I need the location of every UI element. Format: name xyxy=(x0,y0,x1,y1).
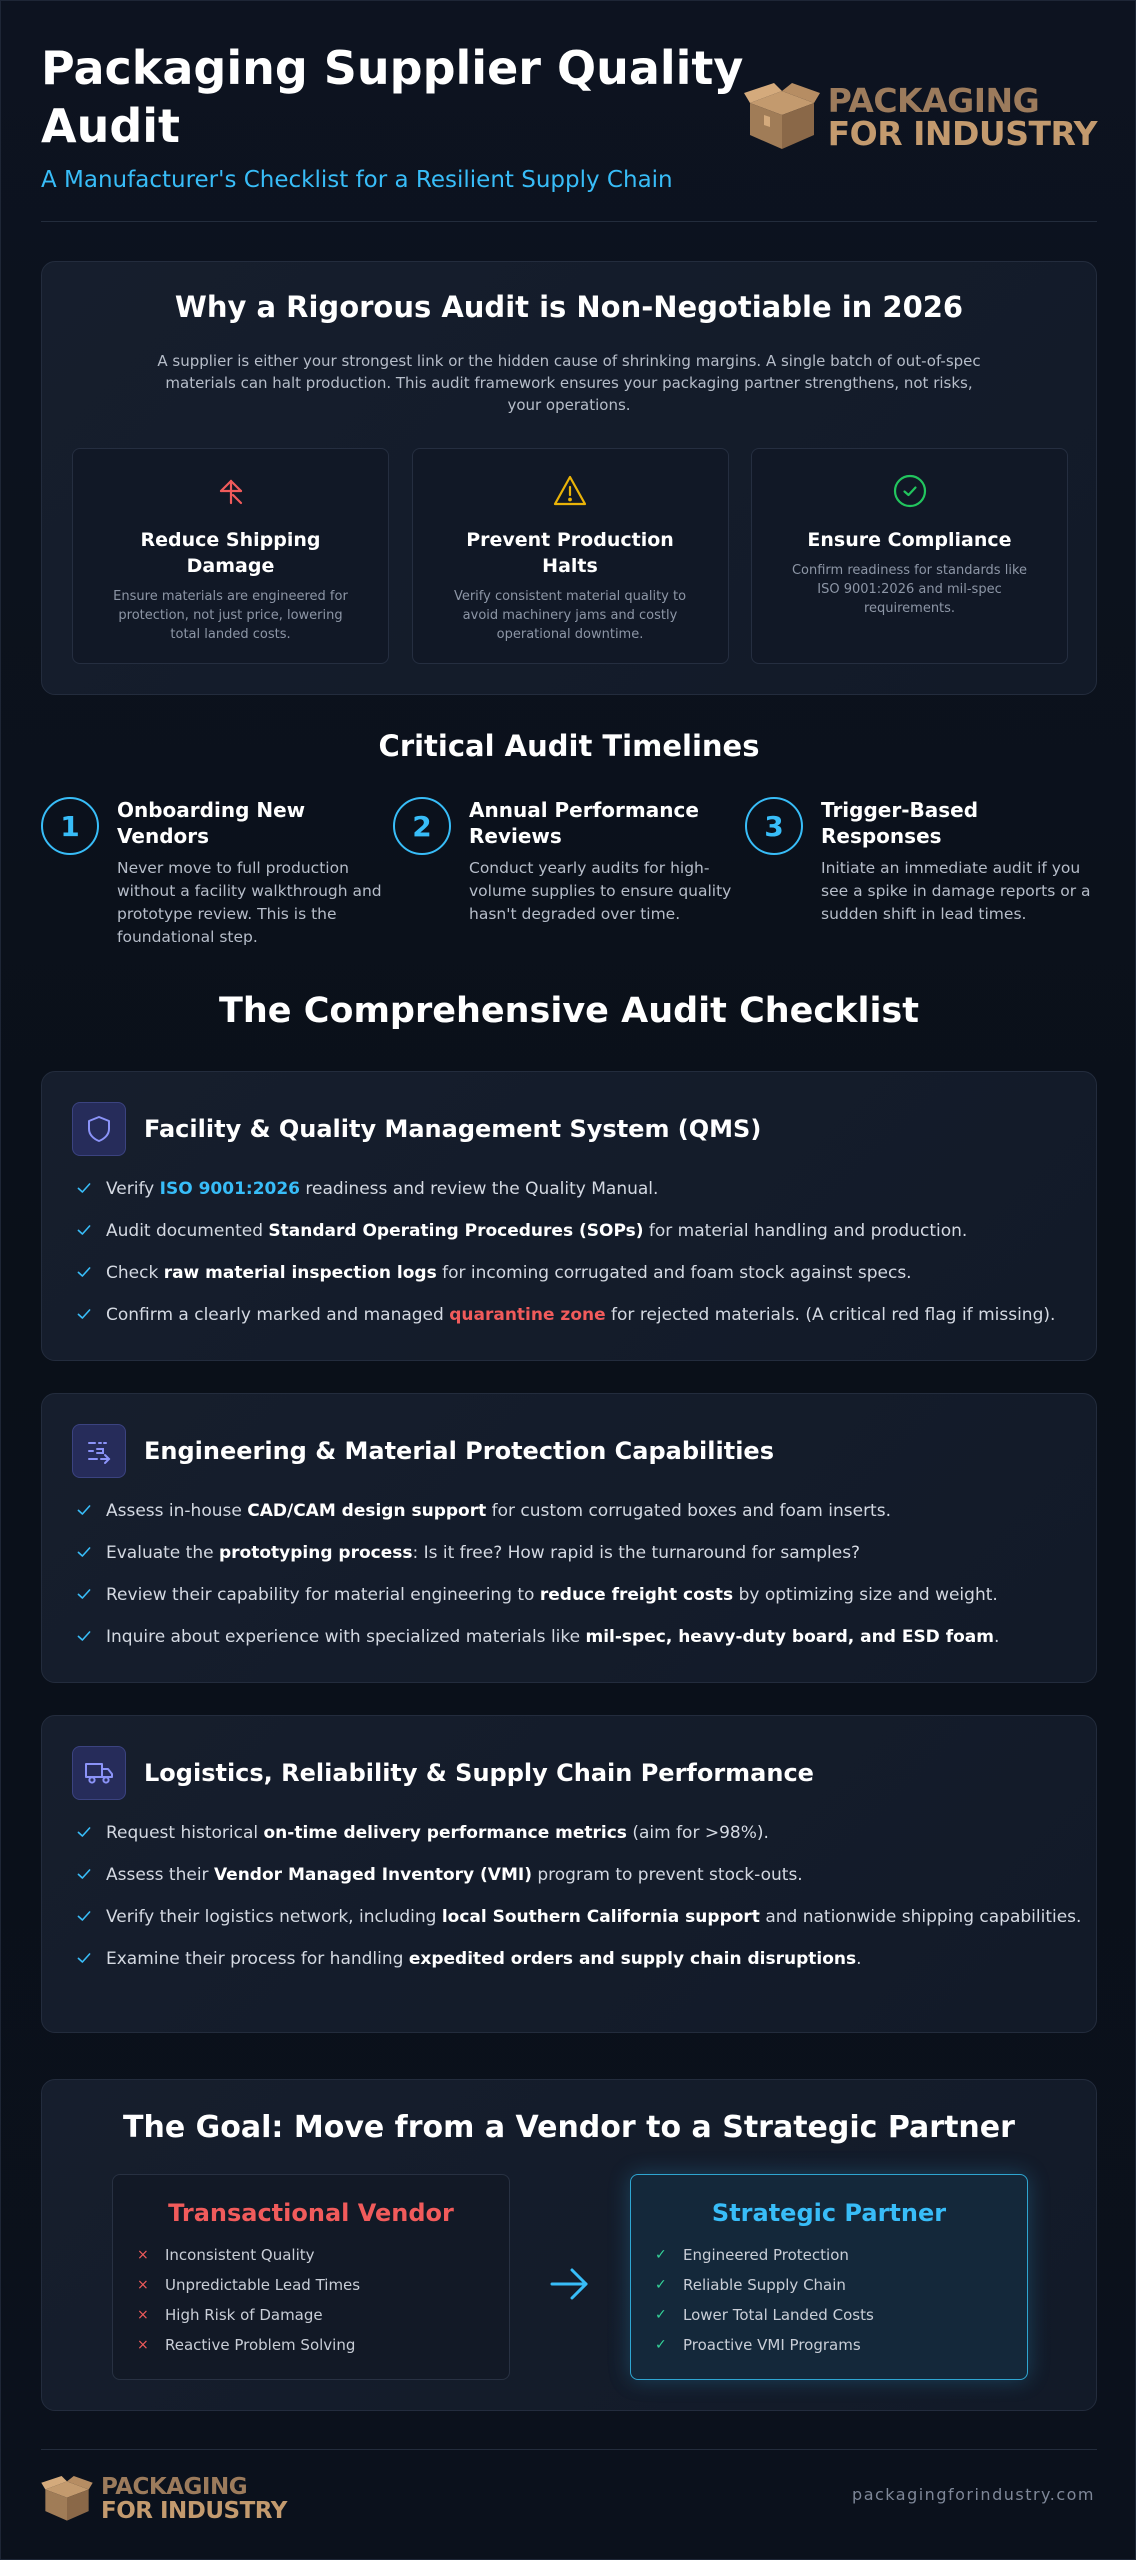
brand-line-1: PACKAGING xyxy=(827,81,1040,120)
checklist-section-logistics xyxy=(41,1715,1097,2033)
checklist-item-text xyxy=(106,1820,769,1846)
text-segment: Evaluate the xyxy=(106,1543,219,1563)
checklist-item-text xyxy=(106,1218,967,1244)
timeline-desc: Never move to full production without a facility walkthrough and prototype review. This is the foundational step. xyxy=(117,859,382,946)
vendor-list-item xyxy=(137,2245,509,2265)
section-title: Facility & Quality Management System (QMS) xyxy=(144,1115,762,1143)
brand-line-2: FOR INDUSTRY xyxy=(827,114,1097,153)
text-segment: . xyxy=(993,1627,1000,1647)
check-icon xyxy=(74,1820,94,1840)
checklist-section-qms xyxy=(41,1071,1097,1361)
checklist-item-text xyxy=(106,1624,999,1650)
highlighted-text: on-time delivery performance metrics xyxy=(263,1823,627,1843)
text-segment: and nationwide shipping capabilities. xyxy=(759,1907,1082,1927)
checklist-item-text xyxy=(106,1862,803,1888)
vendor-item-text: Unpredictable Lead Times xyxy=(165,2276,361,2294)
checklist-section-engineering xyxy=(41,1393,1097,1683)
transactional-vendor-column xyxy=(112,2174,510,2380)
check-mark-icon: ✓ xyxy=(655,2247,667,2263)
text-segment: : Is it free? How rapid is the turnaround for samples? xyxy=(412,1543,861,1563)
check-icon xyxy=(74,1176,94,1196)
x-mark-icon: × xyxy=(137,2337,149,2353)
checklist-item xyxy=(74,1820,1096,1846)
benefit-boxes xyxy=(72,448,1068,664)
goal-title: The Goal: Move from a Vendor to a Strategic Partner xyxy=(123,2110,1015,2145)
check-mark-icon: ✓ xyxy=(655,2337,667,2353)
check-circle-icon xyxy=(892,473,928,509)
arrow-right-icon xyxy=(548,2264,592,2304)
benefit-box-production xyxy=(412,448,729,664)
footer-divider xyxy=(41,2449,1097,2450)
checklist-item-text xyxy=(106,1176,658,1202)
partner-list-item xyxy=(655,2305,1027,2325)
header xyxy=(41,39,1097,193)
truck-icon xyxy=(84,1760,114,1786)
check-icon xyxy=(74,1540,94,1560)
why-audit-card xyxy=(41,261,1097,695)
x-mark-icon: × xyxy=(137,2307,149,2323)
checklist-item xyxy=(74,1946,1096,1972)
text-segment: Assess in-house xyxy=(106,1501,248,1521)
text-segment: Audit documented xyxy=(106,1221,269,1241)
vendor-list-item xyxy=(137,2275,509,2295)
footer-brand-line-1: PACKAGING xyxy=(101,2474,248,2500)
highlighted-text: expedited orders and supply chain disruptions xyxy=(408,1949,857,1969)
checklist-item xyxy=(74,1302,1096,1328)
vendor-list-item xyxy=(137,2335,509,2355)
text-segment: Request historical xyxy=(106,1823,264,1843)
engineering-icon xyxy=(85,1437,113,1465)
box-logo-icon xyxy=(41,2476,93,2522)
vendor-list-item xyxy=(137,2305,509,2325)
vendor-list xyxy=(137,2245,509,2355)
highlighted-text: quarantine zone xyxy=(449,1305,606,1325)
checklist-item xyxy=(74,1540,1096,1566)
checklist-item-text xyxy=(106,1540,860,1566)
checklist-item xyxy=(74,1582,1096,1608)
check-icon xyxy=(74,1302,94,1322)
timeline-number: 3 xyxy=(745,797,803,855)
checklist-items xyxy=(74,1820,1096,1972)
vendor-item-text: High Risk of Damage xyxy=(165,2306,323,2324)
check-icon xyxy=(74,1498,94,1518)
checklist-item xyxy=(74,1176,1096,1202)
checklist-item xyxy=(74,1862,1096,1888)
footer-brand-line-2: FOR INDUSTRY xyxy=(101,2498,287,2524)
check-icon xyxy=(74,1904,94,1924)
text-segment: Check xyxy=(106,1263,164,1283)
goal-card xyxy=(41,2079,1097,2411)
check-mark-icon: ✓ xyxy=(655,2307,667,2323)
timeline-title: Onboarding New Vendors xyxy=(117,798,306,848)
vendor-item-text: Reactive Problem Solving xyxy=(165,2336,356,2354)
highlighted-text: mil-spec, heavy-duty board, and ESD foam xyxy=(585,1627,994,1647)
page-title: Packaging Supplier Quality Audit xyxy=(41,41,744,153)
benefit-title: Ensure Compliance xyxy=(807,529,1012,551)
text-segment: (aim for >98%). xyxy=(626,1823,769,1843)
checklist-item xyxy=(74,1624,1096,1650)
check-icon xyxy=(74,1624,94,1644)
check-icon xyxy=(74,1946,94,1966)
text-segment: Assess their xyxy=(106,1865,214,1885)
checklist-item xyxy=(74,1904,1096,1930)
checklist-item-text xyxy=(106,1946,862,1972)
x-mark-icon: × xyxy=(137,2247,149,2263)
partner-list-item xyxy=(655,2335,1027,2355)
text-segment: Confirm a clearly marked and managed xyxy=(106,1305,450,1325)
check-icon xyxy=(74,1260,94,1280)
benefit-box-shipping xyxy=(72,448,389,664)
highlighted-text: Vendor Managed Inventory (VMI) xyxy=(213,1865,532,1885)
timeline-desc: Conduct yearly audits for high-volume supplies to ensure quality hasn't degraded over time. xyxy=(469,859,732,923)
text-segment: readiness and review the Quality Manual. xyxy=(300,1179,659,1199)
checklist-item-text xyxy=(106,1302,1055,1328)
checklist-item-text xyxy=(106,1498,891,1524)
text-segment: program to prevent stock-outs. xyxy=(531,1865,803,1885)
footer-url[interactable]: packagingforindustry.com xyxy=(852,2485,1095,2504)
partner-item-text: Engineered Protection xyxy=(683,2246,849,2264)
check-icon xyxy=(74,1582,94,1602)
check-icon xyxy=(74,1218,94,1238)
text-segment: Review their capability for material engineering to xyxy=(106,1585,540,1605)
text-segment: for material handling and production. xyxy=(643,1221,968,1241)
text-segment: by optimizing size and weight. xyxy=(733,1585,998,1605)
timeline-number: 2 xyxy=(393,797,451,855)
vendor-item-text: Inconsistent Quality xyxy=(165,2246,315,2264)
benefit-desc: Confirm readiness for standards like ISO 9001:2026 and mil-spec requirements. xyxy=(791,563,1028,616)
highlighted-text: Standard Operating Procedures (SOPs) xyxy=(268,1221,644,1241)
checklist-item xyxy=(74,1260,1096,1286)
highlighted-text: CAD/CAM design support xyxy=(247,1501,487,1521)
text-segment: Examine their process for handling xyxy=(106,1949,409,1969)
partner-item-text: Proactive VMI Programs xyxy=(683,2336,861,2354)
timeline-number: 1 xyxy=(41,797,99,855)
text-segment: for custom corrugated boxes and foam inserts. xyxy=(486,1501,891,1521)
section-title: Logistics, Reliability & Supply Chain Performance xyxy=(144,1759,814,1787)
partner-list-item xyxy=(655,2275,1027,2295)
partner-item-text: Reliable Supply Chain xyxy=(683,2276,846,2294)
text-segment: for rejected materials. (A critical red flag if missing). xyxy=(605,1305,1056,1325)
benefit-title: Prevent Production Halts xyxy=(466,529,674,577)
why-text: A supplier is either your strongest link or the hidden cause of shrinking margins. A single batch of out-of-spec materials can halt production. This audit framework ensures your packaging partner strengthens, not risks, your operations. xyxy=(157,352,981,414)
partner-list-item xyxy=(655,2245,1027,2265)
brand-logo xyxy=(744,83,1097,151)
timeline-desc: Initiate an immediate audit if you see a spike in damage reports or a sudden shift in lead times. xyxy=(821,859,1091,923)
x-mark-icon: × xyxy=(137,2277,149,2293)
timeline-item xyxy=(745,797,1097,949)
text-segment: for incoming corrugated and foam stock against specs. xyxy=(436,1263,912,1283)
checklist-item-text xyxy=(106,1260,912,1286)
timeline-item xyxy=(41,797,393,949)
checklist-title: The Comprehensive Audit Checklist xyxy=(219,991,919,1031)
timelines-title: Critical Audit Timelines xyxy=(378,729,760,763)
text-segment: Verify xyxy=(106,1179,160,1199)
timeline-row xyxy=(41,797,1097,949)
partner-item-text: Lower Total Landed Costs xyxy=(683,2306,874,2324)
benefit-desc: Verify consistent material quality to avoid machinery jams and costly operational downtime. xyxy=(453,589,687,642)
partner-list xyxy=(655,2245,1027,2355)
benefit-box-compliance xyxy=(751,448,1068,664)
benefit-desc: Ensure materials are engineered for protection, not just price, lowering total landed costs. xyxy=(113,589,348,642)
highlighted-text: ISO 9001:2026 xyxy=(159,1179,301,1199)
text-segment: . xyxy=(856,1949,862,1969)
timeline-title: Annual Performance Reviews xyxy=(469,798,699,848)
text-segment: Verify their logistics network, including xyxy=(106,1907,442,1927)
page-subtitle: A Manufacturer's Checklist for a Resilient Supply Chain xyxy=(41,167,673,193)
checklist-item-text xyxy=(106,1582,998,1608)
timeline-item xyxy=(393,797,745,949)
benefit-title: Reduce Shipping Damage xyxy=(140,529,321,577)
checklist-items xyxy=(74,1498,1096,1650)
checklist-item xyxy=(74,1218,1096,1244)
timeline-title: Trigger-Based Responses xyxy=(821,798,979,848)
checklist-item xyxy=(74,1498,1096,1524)
shield-icon xyxy=(86,1115,112,1143)
section-title: Engineering & Material Protection Capabilities xyxy=(144,1437,774,1465)
highlighted-text: prototyping process xyxy=(218,1543,413,1563)
footer-brand-logo xyxy=(41,2475,287,2523)
highlighted-text: raw material inspection logs xyxy=(163,1263,437,1283)
highlighted-text: local Southern California support xyxy=(441,1907,760,1927)
check-mark-icon: ✓ xyxy=(655,2277,667,2293)
highlighted-text: reduce freight costs xyxy=(539,1585,734,1605)
box-logo-icon xyxy=(744,83,820,151)
checklist-item-text xyxy=(106,1904,1081,1930)
why-title: Why a Rigorous Audit is Non-Negotiable in 2026 xyxy=(174,290,964,324)
checklist-items xyxy=(74,1176,1096,1328)
partner-title: Strategic Partner xyxy=(711,2199,947,2227)
header-divider xyxy=(41,221,1097,222)
vendor-title: Transactional Vendor xyxy=(168,2199,454,2227)
warning-icon xyxy=(552,473,588,509)
strategic-partner-column xyxy=(630,2174,1028,2380)
text-segment: Inquire about experience with specialized materials like xyxy=(106,1627,586,1647)
broken-box-icon xyxy=(213,473,249,509)
check-icon xyxy=(74,1862,94,1882)
